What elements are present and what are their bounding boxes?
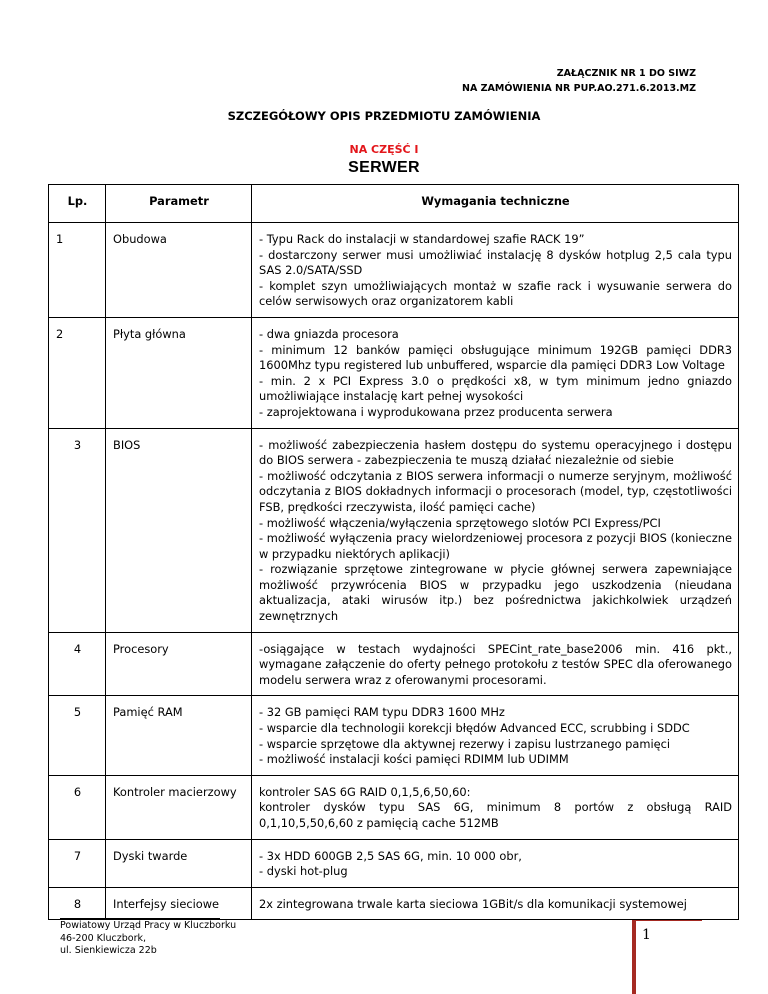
row-parameter: Procesory	[106, 632, 252, 696]
requirement-line: - zaprojektowana i wyprodukowana przez producenta serwera	[259, 404, 613, 419]
requirement-line: - możliwość zabezpieczenia hasłem dostępu do systemu operacyjnego i dostępu do BIOS serwera - zabezpieczenia te muszą działać niezależnie od siebie	[259, 437, 732, 468]
row-parameter: Pamięć RAM	[106, 696, 252, 775]
row-number: 7	[49, 839, 106, 887]
requirement-line: kontroler dysków typu SAS 6G, minimum 8 portów z obsługą RAID 0,1,10,5,50,6,60 z pamięcią cache 512MB	[259, 800, 732, 830]
row-requirements	[252, 428, 739, 632]
requirements-table	[48, 184, 739, 920]
requirement-line: - 32 GB pamięci RAM typu DDR3 1600 MHz	[259, 705, 505, 720]
table-row	[49, 632, 739, 696]
requirement-line: kontroler SAS 6G RAID 0,1,5,6,50,60:	[259, 784, 471, 799]
requirement-line: - możliwość wyłączenia pracy wielordzeniowej procesora z pozycji BIOS (konieczne w przypadku niektórych aplikacji)	[259, 531, 732, 561]
requirement-line: - 3x HDD 600GB 2,5 SAS 6G, min. 10 000 obr,	[259, 848, 522, 863]
section-title: SERWER	[348, 159, 420, 176]
row-number: 4	[49, 632, 106, 696]
row-parameter: BIOS	[106, 428, 252, 632]
row-number: 8	[49, 887, 106, 920]
row-number: 1	[49, 223, 106, 318]
table-row	[49, 775, 739, 839]
footer-line-3: ul. Sienkiewicza 22b	[60, 945, 157, 956]
requirement-line: - komplet szyn umożliwiających montaż w szafie rack i wysuwanie serwera do celów serwisowych oraz organizatorem kabli	[259, 278, 732, 309]
annex-line-2: NA ZAMÓWIENIA NR PUP.AO.271.6.2013.MZ	[462, 83, 696, 94]
footer-line-1: Powiatowy Urząd Pracy w Kluczborku	[60, 920, 237, 931]
table-row	[49, 223, 739, 318]
row-parameter: Obudowa	[106, 223, 252, 318]
row-requirements	[252, 317, 739, 428]
row-requirements	[252, 632, 739, 696]
document-title: SZCZEGÓŁOWY OPIS PRZEDMIOTU ZAMÓWIENIA	[227, 109, 541, 123]
requirement-line: -osiągające w testach wydajności SPECint_rate_base2006 min. 416 pkt., wymagane załączenie do oferty pełnego protokołu z testów SPEC dla oferowanego modelu serwera wraz z oferowanymi procesorami.	[259, 641, 732, 687]
row-parameter: Dyski twarde	[106, 839, 252, 887]
table-row	[49, 839, 739, 887]
row-parameter: Płyta główna	[106, 317, 252, 428]
row-requirements	[252, 839, 739, 887]
table-row	[49, 317, 739, 428]
page-number: 1	[642, 927, 651, 943]
table-row	[49, 887, 739, 920]
table-row	[49, 696, 739, 775]
header-requirements: Wymagania techniczne	[252, 185, 739, 223]
page-number-box	[632, 920, 702, 994]
row-parameter: Interfejsy sieciowe	[106, 887, 252, 920]
footer-address	[60, 920, 236, 958]
row-requirements	[252, 696, 739, 775]
row-requirements	[252, 887, 739, 920]
header-parameter: Parametr	[106, 185, 252, 223]
row-number: 3	[49, 428, 106, 632]
annex-reference	[462, 66, 696, 96]
requirement-line: - dyski hot-plug	[259, 864, 348, 879]
requirement-line: - możliwość włączenia/wyłączenia sprzętowego slotów PCI Express/PCI	[259, 515, 661, 530]
row-number: 2	[49, 317, 106, 428]
part-label: NA CZĘŚĆ I	[349, 143, 419, 156]
row-requirements	[252, 223, 739, 318]
requirement-line: - wsparcie sprzętowe dla aktywnej rezerwy i zapisu lustrzanego pamięci	[259, 736, 671, 751]
requirement-line: - możliwość odczytania z BIOS serwera informacji o numerze seryjnym, możliwość odczytania z BIOS dokładnych informacji o procesorach (model, typ, częstotliwości FSB, prędkości rzeczywista, ilość pamięci cache)	[259, 468, 732, 514]
row-parameter: Kontroler macierzowy	[106, 775, 252, 839]
footer-divider	[60, 918, 220, 919]
footer-line-2: 46-200 Kluczbork,	[60, 932, 147, 944]
requirement-line: - dwa gniazda procesora	[259, 326, 399, 341]
requirement-line: - dostarczony serwer musi umożliwiać instalację 8 dysków hotplug 2,5 cala typu SAS 2.0/SATA/SSD	[259, 247, 732, 278]
requirement-line: - rozwiązanie sprzętowe zintegrowane w płycie głównej serwera zapewniające możliwość przywrócenia BIOS w przypadku jego uszkodzenia (nieudana aktualizacja, ataki wirusów itp.) bez pośrednictwa jakichkolwiek urządzeń zewnętrznych	[259, 562, 732, 624]
requirement-line: - minimum 12 banków pamięci obsługujące minimum 192GB pamięci DDR3 1600Mhz typu registered lub unbuffered, wsparcie dla pamięci DDR3 Low Voltage	[259, 342, 732, 373]
row-number: 5	[49, 696, 106, 775]
table-row	[49, 428, 739, 632]
requirement-line: - możliwość instalacji kości pamięci RDIMM lub UDIMM	[259, 752, 569, 767]
table-header-row	[49, 185, 739, 223]
header-lp: Lp.	[49, 185, 106, 223]
annex-line-1: ZAŁĄCZNIK NR 1 DO SIWZ	[556, 68, 696, 79]
row-number: 6	[49, 775, 106, 839]
requirement-line: - min. 2 x PCI Express 3.0 o prędkości x8, w tym minimum jedno gniazdo umożliwiające instalację kart pełnej wysokości	[259, 373, 732, 404]
requirement-line: - wsparcie dla technologii korekcji błędów Advanced ECC, scrubbing i SDDC	[259, 721, 690, 736]
requirement-line: 2x zintegrowana trwale karta sieciowa 1GBit/s dla komunikacji systemowej	[259, 896, 687, 911]
requirement-line: - Typu Rack do instalacji w standardowej szafie RACK 19”	[259, 232, 585, 246]
row-requirements	[252, 775, 739, 839]
